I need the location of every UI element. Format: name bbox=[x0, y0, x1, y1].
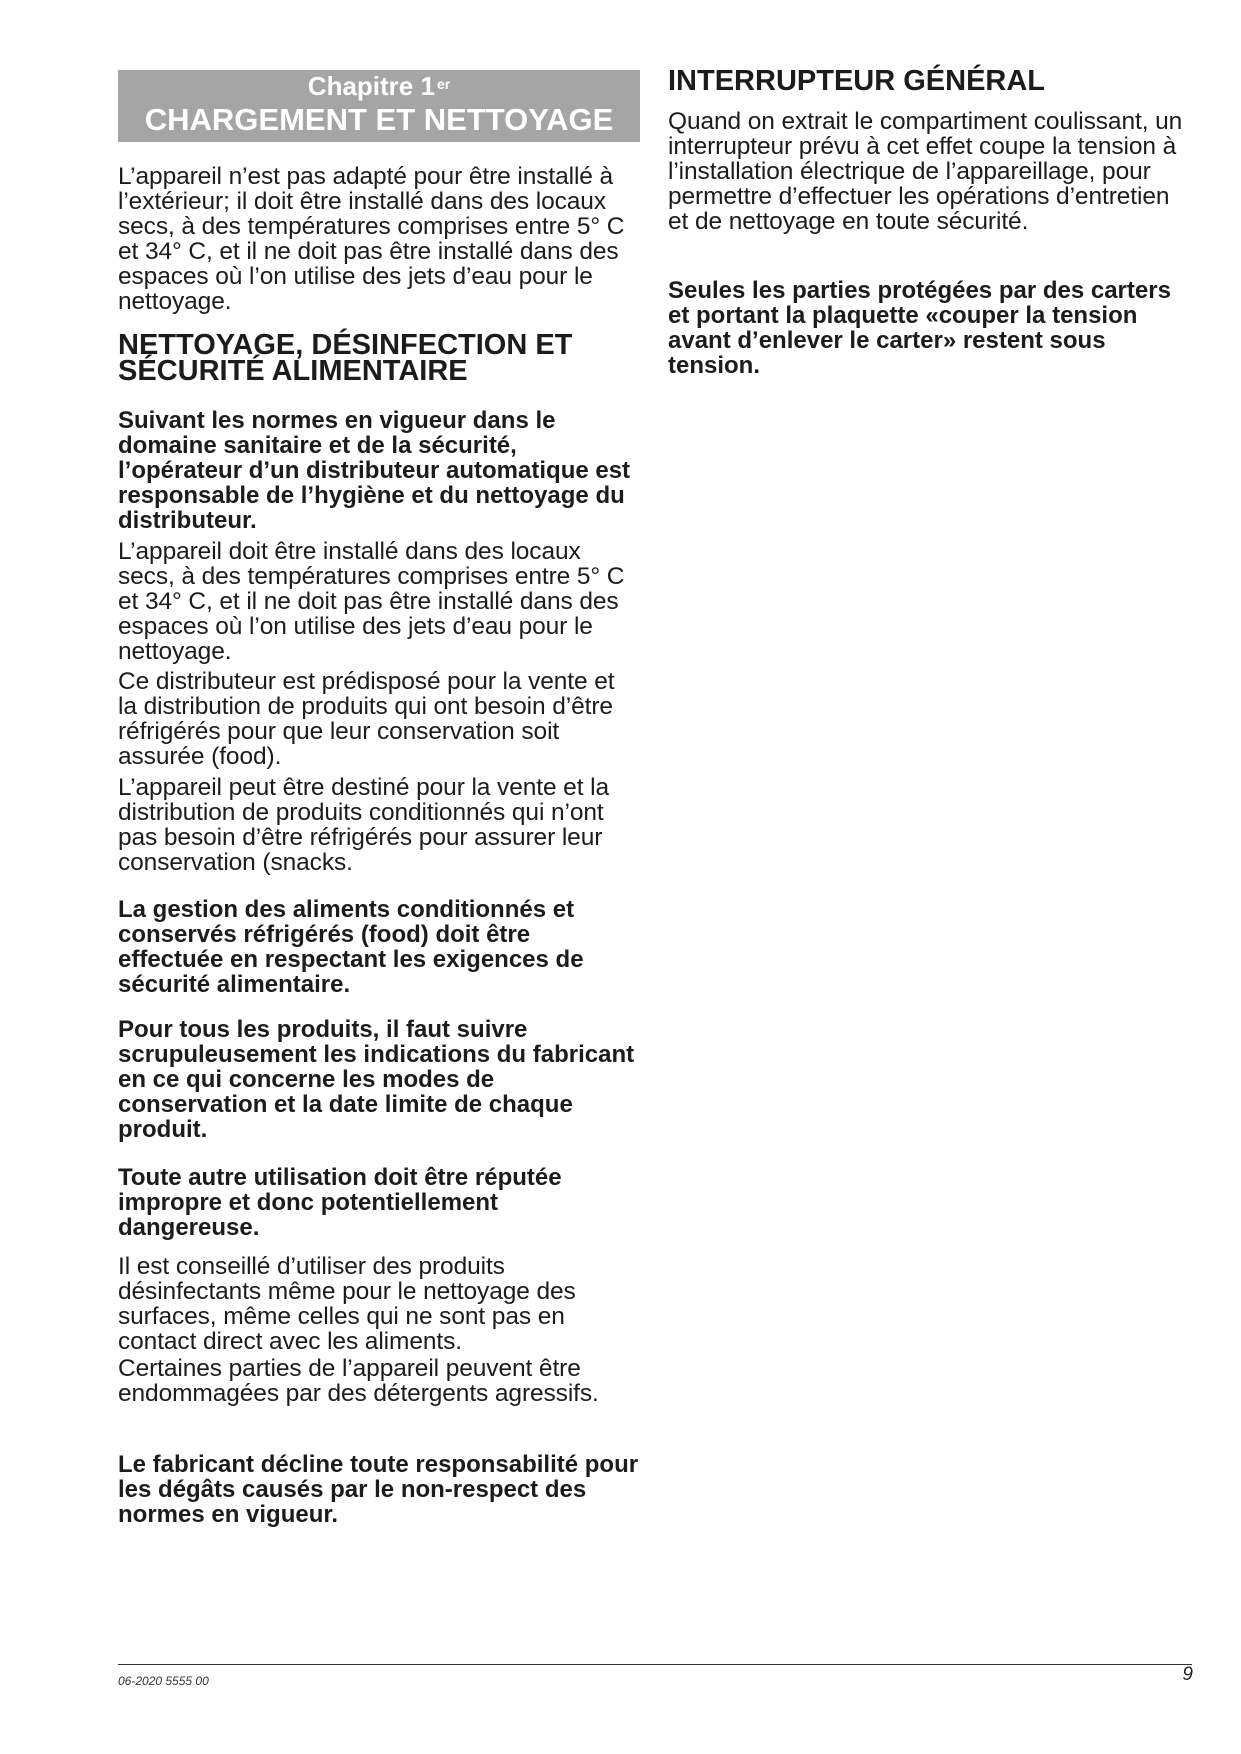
paragraph-disinfectants: Il est conseillé d’utiliser des produits désinfectants même pour le nettoyage des surfaces, même celles qui ne sont pas en contact direct avec les aliments. bbox=[118, 1253, 576, 1355]
paragraph-detergents: Certaines parties de l’appareil peuvent être endommagées par des détergents agressifs. bbox=[118, 1355, 599, 1407]
section-heading-main-switch: INTERRUPTEUR GÉNÉRAL bbox=[668, 65, 1046, 97]
intro-paragraph: L’appareil n’est pas adapté pour être installé à l’extérieur; il doit être installé dans des locaux secs, à des températures comprises entre 5° C et 34° C, et il ne doit pas être installé dans des espaces où l’on utilise des jets d’eau pour le nettoyage. bbox=[118, 163, 625, 315]
document-code: 06-2020 5555 00 bbox=[118, 1674, 209, 1688]
paragraph-food: Ce distributeur est prédisposé pour la vente et la distribution de produits qui ont besoin d’être réfrigérés pour que leur conservation soit assurée (food). bbox=[118, 668, 615, 770]
bold-paragraph-manufacturer-instructions: Pour tous les produits, il faut suivre scrupuleusement les indications du fabricant en ce qui concerne les modes de conservation et la date limite de chaque produit. bbox=[118, 1016, 635, 1143]
bold-paragraph-improper-use: Toute autre utilisation doit être réputée impropre et donc potentiellement dangereuse. bbox=[118, 1164, 562, 1241]
section-heading-cleaning: NETTOYAGE, DÉSINFECTION ET SÉCURITÉ ALIMENTAIRE bbox=[118, 329, 573, 387]
bold-paragraph-norms: Suivant les normes en vigueur dans le domaine sanitaire et de la sécurité, l’opérateur d’un distributeur automatique est responsable de l’hygiène et du nettoyage du distributeur. bbox=[118, 407, 631, 534]
page-number: 9 bbox=[1182, 1664, 1193, 1685]
bold-paragraph-food-safety: La gestion des aliments conditionnés et conservés réfrigérés (food) doit être effectuée en respectant les exigences de sécurité alimentaire. bbox=[118, 896, 584, 998]
chapter-banner bbox=[118, 70, 640, 142]
chapter-number-suffix: er bbox=[436, 76, 451, 92]
paragraph-snacks: L’appareil peut être destiné pour la vente et la distribution de produits conditionnés qui n’ont pas besoin d’être réfrigérés pour assurer leur conservation (snacks. bbox=[118, 774, 609, 876]
bold-paragraph-protected-parts: Seules les parties protégées par des carters et portant la plaquette «couper la tension avant d’enlever le carter» restent sous tension. bbox=[668, 277, 1171, 379]
footer-divider bbox=[118, 1664, 1192, 1665]
paragraph-main-switch: Quand on extrait le compartiment coulissant, un interrupteur prévu à cet effet coupe la tension à l’installation électrique de l’appareillage, pour permettre d’effectuer les opérations d’entretien et de nettoyage en toute sécurité. bbox=[668, 108, 1183, 235]
bold-paragraph-liability: Le fabricant décline toute responsabilité pour les dégâts causés par le non-respect des normes en vigueur. bbox=[118, 1451, 639, 1528]
paragraph-installation: L’appareil doit être installé dans des locaux secs, à des températures comprises entre 5° C et 34° C, et il ne doit pas être installé dans des espaces où l’on utilise des jets d’eau pour le nettoyage. bbox=[118, 538, 625, 665]
chapter-title: CHARGEMENT ET NETTOYAGE bbox=[144, 102, 614, 137]
chapter-number bbox=[118, 70, 640, 101]
chapter-number-text: Chapitre 1 bbox=[307, 71, 435, 101]
